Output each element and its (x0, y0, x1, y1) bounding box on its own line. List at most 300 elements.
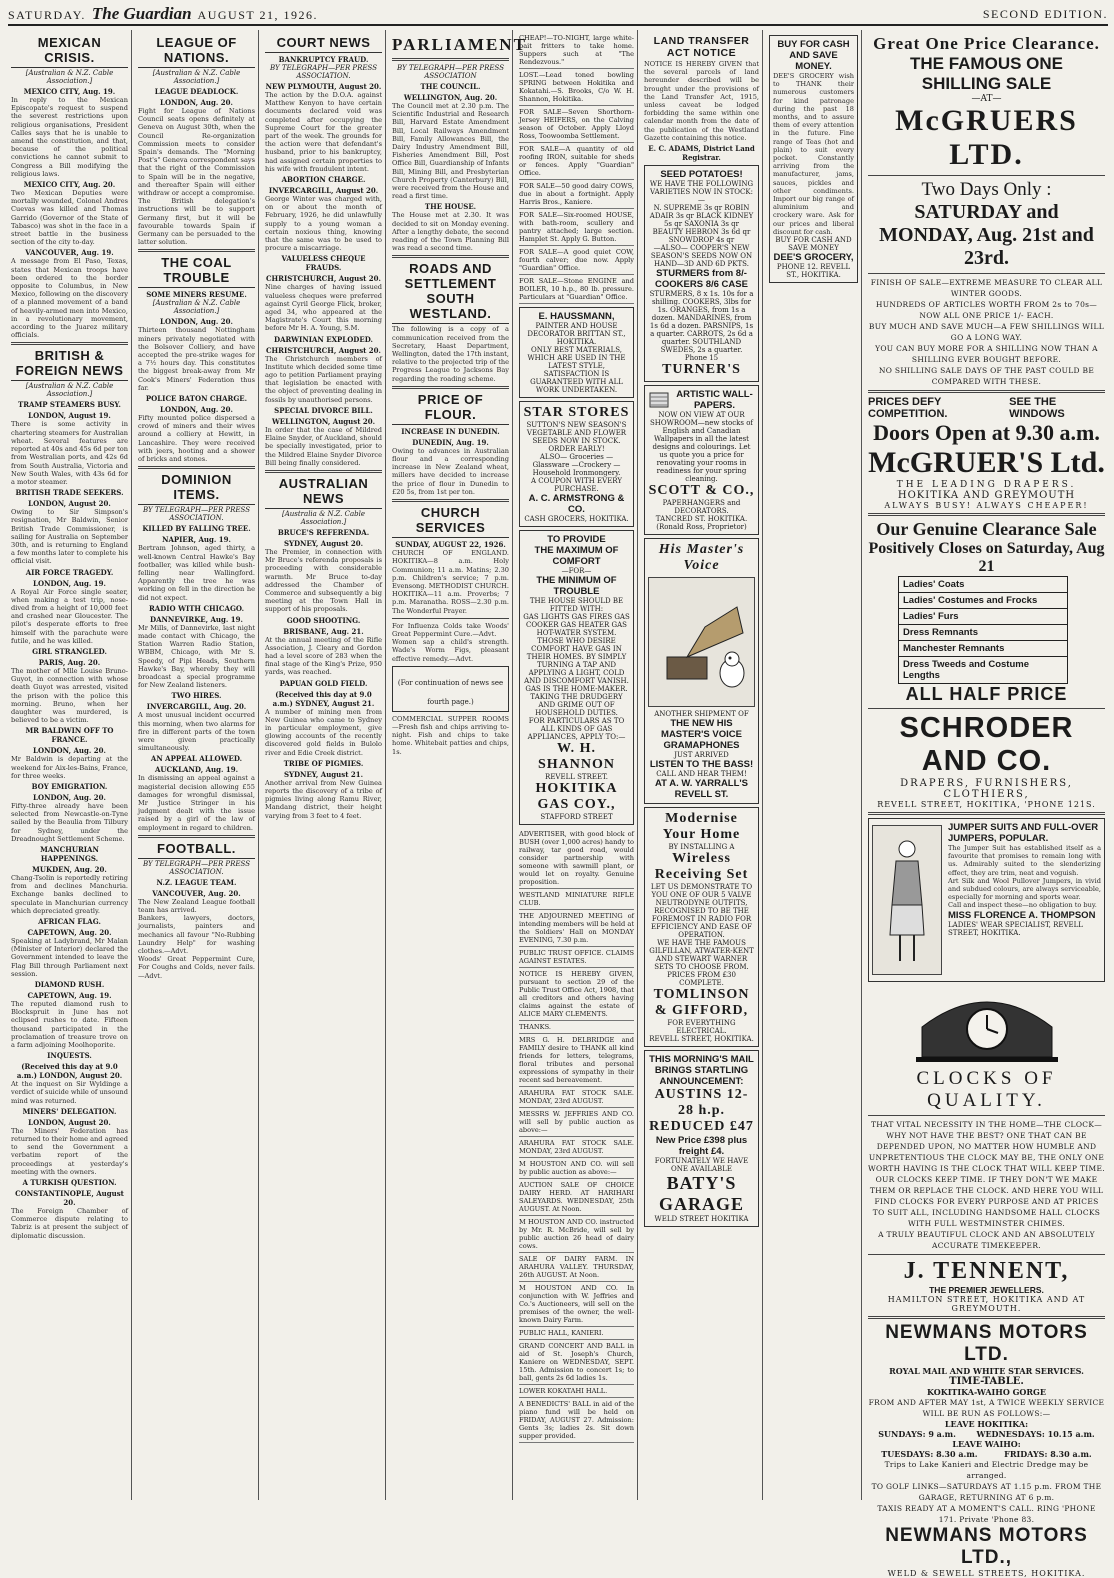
article-body: Two Mexican Deputies were mortally wounded, Colonel Andres Cuevas was killed and Thomas Garrido (Governor of the State of Tabasco) was shot in the face in a street battle in the business section of the city to-day. (11, 189, 128, 247)
advertiser-firm: HOKITIKA GAS COY., (535, 781, 618, 812)
ad-line: NO SHILLING SALE DAYS OF THE PAST COULD BE COMPARED WITH THESE. (878, 366, 1095, 386)
classified-ad: FOR SALE—Stone ENGINE and BOILER, 10 h.p., 80 lb. pressure. Particulars at "Guardian" Office. (519, 275, 634, 304)
article-body: Bertram Johnson, aged thirty, a well-known Central Hawke's Bay footballer, was killed while bush-felling near Wallingford. Apparently the tree he was working on fell in the direction he did not expect. (138, 544, 255, 602)
advert-line: Women sap a child's strength. Wade's Worm Figs, pleasant effective remedy.—Advt. (392, 638, 509, 663)
ad-heading: BUY FOR CASH AND SAVE MONEY. (777, 39, 850, 72)
classified-ad: NOTICE IS HEREBY GIVEN, pursuant to section 29 of the Public Trust Office Act, 1908, that all creditors and others having claims against the estate of ALICE MARY CLEMENTS. (519, 968, 634, 1021)
store-tagline: THE PREMIER JEWELLERS. (929, 1285, 1044, 1295)
store-name: J. TENNENT, (903, 1258, 1070, 1284)
advertiser-street: WELD STREET HOKITIKA (654, 1215, 749, 1224)
classified-ad: AUCTION SALE OF CHOICE DAIRY HERD. AT HARIHARI SALEYARDS. WEDNESDAY, 25th AUGUST. At Noon. (519, 1179, 634, 1216)
article-body: The Christchurch members of Institute which decided some time ago to petition Parliament praying that legislation be enacted with the object of preventing dealing in fossils by unauthorised persons. (265, 354, 382, 404)
timetable-row (868, 1449, 1105, 1459)
column-7 (766, 30, 862, 1500)
article-body: A message from El Paso, Texas, states that Mexican troops have been ordered to the border opposite to Columbus, in New Mexico, following on the discovery of a planned movement of a band of heavily-armed men into Mexico, in a revolutionary movement, according to the Juarez military officials. (11, 257, 128, 340)
ad-text: THOSE WHO DESIRE COMFORT HAVE GAS IN THEIR HOMES. BY SIMPLY TURNING A TAP AND APPLYING A LIGHT, COLD AND DISCOMFORT VANISH. GAS IS THE HOME-MAKER. TAKING THE DRUDGERY AND GRIME OUT OF HOUSEHOLD DUTIES. (524, 637, 629, 717)
article-body: The reputed diamond rush to Blockspruit in June has not eclipsed rushes to date. Fifteen thousand participated in the proclamation of treasure trove on a farm adjoining Moolhoporite. (11, 1000, 128, 1050)
subheading: AN APPEAL ALLOWED. (150, 754, 243, 764)
department-item: Dress Tweeds and Costume Lengths (898, 657, 1068, 684)
ad-text: WE HAVE THE FOLLOWING VARIETIES NOW IN STOCK:— (649, 180, 754, 205)
ad-heading: Positively Closes on Saturday, Aug 21 (868, 540, 1105, 575)
ad-text: TO GOLF LINKS—SATURDAYS AT 1.15 p.m. FROM THE GARAGE, RETURNING AT 6 p.m. (871, 1482, 1102, 1502)
advertiser-name: STAR STORES (523, 405, 630, 420)
classified-ad: WESTLAND MINIATURE RIFLE CLUB. (519, 889, 634, 910)
article-title: CHURCH SERVICES (392, 505, 509, 538)
classified-ad: FOR SALE—Six-roomed HOUSE, with bath-room, scullery and pantry attached; large section. Hamplet St. Apply G. Button. (519, 209, 634, 246)
ad-heading: New Price £398 plus freight £4. (655, 1135, 748, 1158)
sale-dates: SATURDAY and MONDAY, Aug. 21st and 23rd. (879, 201, 1094, 269)
column-4 (389, 30, 527, 1500)
dateline: LONDON, August 20. (28, 1117, 111, 1127)
classified-ad: SALE OF DAIRY FARM. IN ARAHURA VALLEY. THURSDAY, 26th AUGUST. At Noon. (519, 1253, 634, 1282)
dateline: LONDON, Aug. 20. (160, 405, 233, 415)
ad-text: ROYAL MAIL AND WHITE STAR SERVICES. (889, 1366, 1084, 1376)
column-1 (8, 30, 132, 1500)
article-body: The following is a copy of a communication received from the Secretary, Haast Department, Wellington, dated the 17th instant, relative to the projected trip of the Progress League to Jacksons Bay regarding the roading scheme. (392, 325, 509, 383)
ad-text: BUY FOR CASH AND SAVE MONEY (775, 236, 852, 253)
mantel-clock-illustration (868, 985, 1105, 1065)
seed-potatoes-ad (644, 165, 759, 382)
column-5 (516, 30, 638, 1500)
dateline: LONDON, Aug. 19. (33, 578, 106, 588)
article-body: Mr Mills, of Dannevirke, last night made contact with Chicago, the Station Warren Radio Station, WBBM, Chicago, with Mr S. Speedy, of Pipi Heads, Southern Hawke's Bay, whereby they will broadcast a special programme for New Zealand listeners. (138, 623, 255, 690)
dateline: DANNEVIRKE, Aug. 19. (150, 614, 243, 624)
advert-line: Woods' Great Peppermint Cure, For Coughs and Colds, never fails.—Advt. (138, 955, 255, 980)
continuation-notice (392, 666, 509, 712)
timetable-cell: TUESDAYS: 8.30 a.m. (881, 1449, 978, 1459)
divider (868, 390, 1105, 393)
ad-heading: Two Days Only : (921, 179, 1052, 200)
article-body: Owing to advances in Australian flour and a corresponding increase in New Zealand wheat, millers have decided to increase the price of flour in Dunedin to £20 5s, from 1st per ton. (392, 446, 509, 496)
dateline: LONDON, Aug. 20. (33, 746, 106, 756)
subheading: VALUELESS CHEQUE FRAUDS. (281, 254, 366, 273)
ad-heading: JUMPER SUITS AND FULL-OVER JUMPERS, POPULAR. (948, 822, 1099, 844)
masthead-day: SATURDAY. (8, 8, 86, 22)
classified-ad: FOR SALE—Seven Shorthorn-Jersey HEIFERS, on the Calving season of October. Apply Lloyd Ross, Toowoomba Settlement. (519, 106, 634, 143)
store-address: HAMILTON STREET, HOKITIKA AND AT GREYMOUTH. (887, 1295, 1086, 1313)
article-source: BY TELEGRAPH—PER PRESS ASSOCIATION. (142, 506, 250, 523)
classified-ad: ARAHURA FAT STOCK SALE. MONDAY, 23rd AUGUST. (519, 1137, 634, 1158)
continuation-text: (For continuation of news see fourth page.) (397, 678, 504, 706)
newspaper-page (8, 30, 1108, 1578)
subheading: ABORTION CHARGE. (281, 175, 366, 185)
ad-heading: Wireless Receiving Set (654, 851, 749, 883)
ad-heading: LEAVE HOKITIKA: (944, 1419, 1029, 1429)
advert-line: For Influenza Colds take Woods' Great Peppermint Cure.—Advt. (392, 621, 509, 638)
article-source: BY TELEGRAPH—PER PRESS ASSOCIATION. (142, 859, 250, 876)
article-body: CHURCH OF ENGLAND. HOKITIKA—8 a.m. Holy Communion; 11 a.m. Matins; 2.30 p.m. Children's service; 7 p.m. Evensong. METHODIST CHURCH. HOKITIKA—11 a.m. Proverbs; 7 p.m. Maranatha. ROSS—2.30 p.m. The Wonderful Prayer. (392, 549, 509, 615)
subheading: THE COUNCIL. (420, 82, 481, 91)
subheading: SOME MINERS RESUME. (146, 290, 247, 300)
dateline: INVERCARGILL, Aug. 20. (146, 702, 247, 712)
subheading: AFRICAN FLAG. (38, 917, 101, 927)
ad-text: —AT— (971, 94, 1002, 104)
article-body: Nine charges of having issued valueless cheques were preferred against Cyril George Flick, broker, aged 34, who appeared at the Magistrate's Court this morning before Mr H. A. Young, S.M. (265, 283, 382, 333)
divider (868, 708, 1105, 709)
dateline: LONDON, Aug. 20. (33, 792, 106, 802)
advertiser-firm: SCOTT & CO., (648, 483, 755, 499)
subheading: LEAGUE DEADLOCK. (154, 87, 239, 96)
ad-heading: CLOCKS OF QUALITY. (916, 1068, 1057, 1111)
timetable-cell: FRIDAYS: 8.30 a.m. (1004, 1449, 1092, 1459)
advertiser-street: REVELL STREET. (545, 773, 608, 781)
fashion-illustration (872, 825, 942, 975)
ad-phone: Phone 15 (684, 354, 719, 363)
subheading: BOY EMIGRATION. (31, 781, 108, 791)
haussmann-ad (519, 307, 634, 398)
ad-line: HUNDREDS OF ARTICLES WORTH FROM 2s to 70s—NOW ALL ONE PRICE 1/- EACH. (875, 300, 1098, 320)
store-towns: HOKITIKA AND GREYMOUTH (897, 490, 1076, 501)
ad-heading: THE NEW HIS MASTER'S VOICE GRAMAPHONES (661, 718, 742, 752)
article-title: PRICE OF FLOUR. (392, 392, 509, 425)
ad-heading: ALL HALF PRICE (905, 684, 1068, 704)
article-body: The Premier, in connection with Mr Bruce's referenda proposals is proceeding with considerable warmth. Mr Bruce to-day addressed the Chamber of Commerce and subsequently a big meeting at the Town Hall in support of his proposals. (265, 547, 382, 614)
ad-heading: SEED POTATOES! (660, 169, 743, 181)
advertiser-firm: A. C. ARMSTRONG & CO. (528, 493, 625, 515)
ad-heading: LEAVE WAIHO: (952, 1439, 1021, 1449)
dateline: PARIS, Aug. 20. (38, 657, 101, 667)
subheading: GIRL STRANGLED. (32, 646, 107, 656)
ad-heading: THE FAMOUS ONE SHILLING SALE (909, 54, 1063, 93)
divider (868, 175, 1105, 176)
ad-heading: Great One Price Clearance. (873, 34, 1100, 53)
column-8 (865, 30, 1108, 1578)
article-title: DOMINION ITEMS. (138, 472, 255, 505)
ad-heading: Our Genuine Clearance Sale (876, 519, 1097, 539)
store-tagline: THE LEADING DRAPERS. (896, 480, 1077, 490)
department-item: Dress Remnants (898, 625, 1068, 641)
subheading: N.Z. LEAGUE TEAM. (156, 877, 237, 887)
ad-text: FROM AND AFTER MAY 1st, A TWICE WEEKLY SERVICE WILL BE RUN AS FOLLOWS:— (868, 1398, 1105, 1418)
masthead-paper-name: The Guardian (91, 4, 192, 23)
article-source: [Australian & N.Z. Cable Association.] (25, 382, 114, 399)
article-body: Fifty-three already have been selected from Newcastle-on-Tyne sailed by the Beaulia from Tilbury for Sydney, under the Dreadnought Settlement Scheme. (11, 801, 128, 843)
ad-heading: TIME-TABLE. (949, 1376, 1024, 1387)
divider (138, 249, 255, 252)
ad-heading: PRICES DEFY COMPETITION. (868, 396, 948, 420)
gas-ad (519, 530, 634, 825)
article-body: Fifty mounted police dispersed a crowd of miners and their wives around a colliery at Hewitt, in Lancashire. They were received with jeers, hooting and a shower of bricks and stones. (138, 414, 255, 464)
classified-ad: THANKS. (519, 1021, 634, 1034)
article-body: The New Zealand League football team has arrived. (138, 897, 255, 914)
divider (868, 1254, 1105, 1255)
wallpaper-roll-icon (648, 389, 670, 411)
ad-text: Art Silk and Wool Pullover Jumpers, in vivid and subdued colours, are always serviceable, especially for morning and sports wear. (948, 876, 1101, 902)
ad-text: NOW ON VIEW AT OUR SHOWROOM—new stocks of English and Canadian Wallpapers in all the latest designs and colourings. Let us quote you a price for renovating your rooms in readiness for your spring cleaning. (649, 411, 754, 484)
store-address: WELD & SEWELL STREETS, HOKITIKA. (887, 1569, 1086, 1578)
subheading: TRAMP STEAMERS BUSY. (18, 400, 121, 410)
dateline: LONDON, August 20. (28, 499, 111, 509)
article-body: The action by the D.O.A. against Matthew Kenyon to have certain documents declared void was completed after occupying the Supreme Court for the greater part of the week. The grounds for the action were that defendant's husband, prior to his bankruptcy, had assigned certain properties to his wife with fraudulent intent. (265, 91, 382, 173)
classified-ad: M HOUSTON AND CO. will sell by public auction as above:— (519, 1158, 634, 1179)
divider (138, 835, 255, 838)
ad-text: LET US DEMONSTRATE TO YOU ONE OF OUR 5 VALVE NEUTRODYNE OUTFITS, RECOGNISED TO BE THE FOREMOST IN RADIO FOR EFFICIENCY AND EASE OF OPERATION. (650, 883, 753, 940)
ad-heading: THE MINIMUM OF TROUBLE (536, 575, 617, 597)
article-body: A number of mining men from New Guinea who came to Sydney in particular employment, give glowing accounts of the recently discovered gold fields in Bulolo river and Edie Creek district. (265, 707, 382, 757)
advertiser-street: REVELL STREET, HOKITIKA. (649, 1035, 754, 1044)
classified-ad: THE ADJOURNED MEETING of intending members will be held at the Soldiers' Hall on MONDAY EVENING, 7.30 p.m. (519, 910, 634, 947)
ad-text: FOR EVERYTHING ELECTRICAL. (667, 1019, 736, 1036)
ad-heading: THE MAXIMUM OF COMFORT (534, 545, 619, 567)
dateline: SUNDAY, AUGUST 22, 1926. (395, 540, 506, 550)
dateline: SYDNEY, August 21. (283, 769, 364, 779)
advertiser-firm: BATY'S GARAGE (658, 1173, 744, 1215)
department-item: Ladies' Furs (898, 609, 1068, 625)
article-source: [Australian & N.Z. Cable Association.] (152, 299, 241, 316)
ad-text: OUR CLOCKS KEEP TIME. IF THEY DON'T WE MAKE THEM OR REPLACE THE CLOCK. AND HERE YOU WILL FIND CLOCKS FOR EVERY PURPOSE AND AT PRICES TO SUIT ALL, INCLUDING HANDSOME HALL CLOCKS WITH FULL WESTMINSTER CHIMES. (869, 1175, 1104, 1228)
article-body: The mother of Mlle Louise Bruno-Guyot, in connection with whose death Guyot was arrested, visited the prison with the police this morning. Bruno, when her daughter was murdered, is believed to be a victim. (11, 666, 128, 725)
dateline: MEXICO CITY, Aug. 20. (23, 180, 116, 190)
subheading: MINERS' DELEGATION. (22, 1106, 117, 1116)
subheading: THE HOUSE. (424, 202, 477, 212)
subheading: POLICE BATON CHARGE. (145, 394, 248, 404)
divider (11, 342, 128, 345)
ad-heading: THIS MORNING'S MAIL BRINGS STARTLING ANNOUNCEMENT: (649, 1054, 754, 1088)
department-list (898, 576, 1068, 684)
classified-ad: M HOUSTON AND CO. instructed by Mr. R. McBride, will sell by public auction 26 head of dairy cows. (519, 1216, 634, 1253)
article-title: FOOTBALL. (138, 841, 255, 859)
subheading: MANCHURIAN HAPPENINGS. (40, 845, 99, 863)
dateline: WELLINGTON, Aug. 20. (403, 93, 498, 102)
column-3 (262, 30, 386, 1500)
store-address: REVELL STREET, HOKITIKA, 'PHONE 121S. (877, 800, 1096, 809)
advertiser-firm: MISS FLORENCE A. THOMPSON (948, 909, 1096, 921)
dees-grocery-ad (769, 35, 858, 283)
article-body: A Royal Air Force single seater, when making a test trip, nose-dived from a height of 10,000 feet and crashed near Gloucester. The pilot's desperate efforts to free himself with the parachute were futile, and he was killed. (11, 587, 128, 645)
masthead-edition: SECOND EDITION. (982, 6, 1108, 21)
store-name: McGRUER'S Ltd. (868, 446, 1105, 479)
doors-open: Doors Open at 9.30 a.m. (873, 420, 1100, 445)
dateline: NAPIER, Aug. 19. (162, 535, 231, 545)
woman-figure-icon (882, 835, 932, 965)
advertiser-name: E. HAUSSMANN, (538, 311, 615, 322)
divider (392, 58, 509, 61)
article-body: The Miners' Federation has returned to their home and agreed to send the Government a verbatim report of the proceedings at yesterday's meeting with the owners. (11, 1126, 128, 1176)
ad-line: BUY MUCH AND SAVE MUCH—A FEW SHILLINGS WILL GO A LONG WAY. (868, 322, 1105, 342)
dateline: (Received this day at 9.0 a.m.) SYDNEY, August 21. (272, 689, 375, 708)
advertiser-body: ONLY BEST MATERIALS, WHICH ARE USED IN THE LATEST STYLE, SATISFACTION IS GUARANTEED WITH ALL WORK UNDERTAKEN. (527, 346, 626, 394)
subheading: BRUCE'S REFERENDA. (277, 527, 370, 537)
subheading: A TURKISH QUESTION. (22, 1178, 117, 1188)
ad-text: GAS LIGHTS GAS FIRES GAS COOKER GAS HEATER GAS HOT-WATER SYSTEM. (523, 613, 630, 637)
classified-ad: M HOUSTON AND CO. In conjunction with W. Jeffries and Co.'s Auctioneers, will sell on the premises of the owner, the well-known Dairy Farm. (519, 1282, 634, 1327)
classified-ad: ADVERTISER, with good block of BUSH (over 1,000 acres) handy to railway, tar good road, would consider partnership with someone with sawmill plant, or would let on royalty. Genuine proposition. (519, 828, 634, 889)
article-source: BY TELEGRAPH—PER PRESS ASSOCIATION (396, 64, 504, 80)
star-stores-ad (519, 401, 634, 527)
ad-heading: KOKITIKA-WAIHO GORGE (927, 1387, 1046, 1397)
store-tagline: DRAPERS, FURNISHERS, CLOTHIERS, (900, 778, 1073, 800)
article-body: In order that the case of Mildred Elaine Snyder, of Auckland, should be specially investigated, prior to the Mildred Elaine Snyder Divorce Bill being finally considered. (265, 425, 382, 467)
ad-heading: ARTISTIC WALL-PAPERS. (676, 389, 753, 412)
article-body: Chang-Tsolin is reportedly retiring from and declines Manchuria. Exchange banks declined to speculate in Manchurian currency which depreciated greatly. (11, 874, 128, 915)
article-source: [Australia & N.Z. Cable Association.] (281, 509, 366, 526)
article-title: AUSTRALIAN NEWS (265, 476, 382, 509)
ad-text: FOR PARTICULARS AS TO ALL KINDS OF GAS APPLIANCES, APPLY TO:— (527, 717, 626, 741)
subheading: DARWINIAN EXPLODED. (274, 334, 373, 344)
divider (392, 255, 509, 258)
article-body: In dismissing an appeal against a magisterial decision allowing £55 damages for wrongful dismissal, Mr Justice Stringer in his judgment dealt with the issue raised by a girl of the law of employment in regard to children. (138, 774, 255, 832)
article-title: LEAGUE OF NATIONS. (138, 35, 255, 68)
advertiser-firm: W. H. SHANNON (537, 741, 615, 772)
wireless-ad (644, 807, 759, 1047)
dateline: (Received this day at 9.0 a.m.) LONDON, August 20. (16, 1062, 123, 1081)
clock-icon (912, 987, 1062, 1063)
ad-heading: SEE THE WINDOWS (1009, 396, 1065, 420)
subheading: RADIO WITH CHICAGO. (148, 603, 245, 613)
dateline: LONDON, Aug. 20. (160, 317, 233, 327)
ad-text: FORTUNATELY WE HAVE ONE AVAILABLE (654, 1157, 749, 1174)
article-body: At the annual meeting of the Rifle Association, J. Cleary and Gordon had a level score of 283 when the final stage of the King's Prize, 950 yards, was reached. (265, 635, 382, 677)
masthead (8, 4, 1108, 26)
advert-line: Bankers, lawyers, doctors, journalists, painters and mechanics all favour "No-Rubbing Laundry Help" for washing clothes.—Advt. (138, 914, 255, 955)
subheading: KILLED BY FALLING TREE. (142, 524, 251, 534)
dateline: CAPETOWN, Aug. 20. (27, 928, 112, 938)
subheading: TRIBE OF PIGMIES. (283, 758, 364, 768)
classified-ad: MRS G. H. DELBRIDGE and FAMILY desire to THANK all kind friends for letters, telegrams, floral tributes and personal expressions of sympathy in their recent sad bereavement. (519, 1034, 634, 1087)
article-body: Fight for League of Nations Council seats opens definitely at Geneva on August 30th, when the Council Re-organization Commission meets to consider Spain's demands. The "Morning Post's" Geneva correspondent says that the right of the Commission to Spain will be in the negative, and thereafter Spain will either withdraw or accept a compromise. The British delegation's instructions will be to support Germany first, but it will be favourable towards Spain if Germany can be persuaded to the latter solution. (138, 107, 255, 247)
article-source: [Australian & N.Z. Cable Association.] (152, 69, 241, 85)
article-title: BRITISH & FOREIGN NEWS (11, 348, 128, 381)
article-source: BY TELEGRAPH—PER PRESS ASSOCIATION. (269, 64, 377, 80)
ad-text: THAT VITAL NECESSITY IN THE HOME—THE CLOCK—WHY NOT HAVE THE BEST? ONE THAT CAN BE DEPENDED UPON, NO MATTER HOW HUMBLE AND UNPRETENTIOUS THE CLOCK MAY BE, THE ONLY ONE WORTH HAVING IS THE CLOCK THAT WILL KEEP TIME. (868, 1120, 1105, 1173)
subheading: MR BALDWIN OFF TO FRANCE. (25, 726, 114, 745)
notice-signature: E. C. ADAMS, District Land Registrar. (648, 144, 755, 163)
department-item: Ladies' Costumes and Frocks (898, 593, 1068, 609)
store-name: SCHRODER AND CO. (899, 712, 1074, 777)
dateline: BRISBANE, Aug. 21. (283, 626, 364, 636)
batys-garage-ad (644, 1050, 759, 1227)
article-body: At the inquest on Sir Wyldinge a verdict of suicide while of unsound mind was returned. (11, 1080, 128, 1105)
article-title: ROADS AND SETTLEMENT SOUTH WESTLAND. (392, 261, 509, 324)
article-body: A most unusual incident occurred this morning, when two alarms for fire in different parts of the town were given practically simultaneously. (138, 711, 255, 753)
department-item: Manchester Remnants (898, 641, 1068, 657)
article-title: PARLIAMENT (392, 35, 527, 54)
thompson-ad (868, 818, 1105, 982)
subheading: INCREASE IN DUNEDIN. (401, 426, 500, 436)
dateline: CHRISTCHURCH, August 20. (265, 274, 381, 284)
ad-text: JUST ARRIVED (674, 751, 729, 760)
dateline: LONDON, Aug. 20. (160, 98, 233, 107)
dateline: CONSTANTINOPLE, August 20. (15, 1189, 124, 1208)
ad-text: Trips to Lake Kanieri and Electric Dredge may be arranged. (884, 1460, 1089, 1480)
store-name: NEWMANS MOTORS LTD., (885, 1525, 1088, 1568)
timetable-row (868, 1429, 1105, 1439)
advertiser-street: TANCRED ST. HOKITIKA. (Ronald Ross, Proprietor) (655, 515, 748, 532)
store-name: NEWMANS MOTORS LTD. (885, 1322, 1088, 1365)
article-body: The Foreign Chamber of Commerce dispute relating to Tabriz is at present the subject of diplomatic discussion. (11, 1207, 128, 1240)
classified-ad: ARAHURA FAT STOCK SALE. MONDAY, 23rd AUGUST. (519, 1087, 634, 1108)
advertiser-town: CASH GROCERS, HOKITIKA. (524, 515, 629, 523)
divider (392, 499, 509, 502)
ad-heading: STURMERS from 8/- COOKERS 8/6 CASE (655, 268, 748, 291)
advertiser-firm: AT A. W. YARRALL'S REVELL ST. (654, 778, 749, 801)
classified-ad: CHEAP!—TO-NIGHT, large white-bait fritters to take home. Suppers such at "The Rendezvous." (519, 32, 634, 69)
advertiser-body: SUTTON'S NEW SEASON'S VEGETABLE AND FLOWER SEEDS NOW IN STOCK. ORDER EARLY! (526, 421, 627, 453)
advertiser-body: A COUPON WITH EVERY PURCHASE. (531, 477, 622, 493)
classified-ad: FOR SALE—A good quiet COW, fourth calver; due now. Apply "Guardian" Office. (519, 246, 634, 275)
timetable-cell: SUNDAYS: 9 a.m. (878, 1429, 956, 1439)
advertiser-firm: TOMLINSON & GIFFORD, (653, 987, 750, 1019)
subheading: GOOD SHOOTING. (286, 615, 361, 625)
article-body: In reply to the Mexican Episcopate's request to suspend the severest restrictions upon religious organisations, President Calles says that he is unable to amend the constitution, and that, because of the political convictions he cannot submit to Congress a Bill modifying the religious laws. (11, 96, 128, 178)
advert-line: COMMERCIAL SUPPER ROOMS—Fresh fish and chips arriving to-night. Fish and chips to take home. Whitebait patties and chips, 1s. (392, 714, 509, 756)
article-body: George Winter was charged with, on or about the month of February, 1926, he did unlawfully supply to a young woman a certain noxious thing, knowing that the same was to be used to procure a miscarriage. (265, 195, 382, 253)
dateline: SYDNEY, August 20. (283, 538, 364, 548)
dateline: MEXICO CITY, Aug. 19. (23, 87, 116, 96)
classified-ad: MESSRS W. JEFFRIES AND CO. will sell by public auction as above:— (519, 1108, 634, 1137)
divider (868, 812, 1105, 815)
ad-text: DEE'S GROCERY wish to THANK their numerous customers for kind patronage during the past 18 months, and to assure them of every attention in the future. Fine range of Teas (hot and plain) to suit every pocket. Constantly arriving from the manufacturer, jams, sauces, pickles and other condiments. Import our big range of aluminium and crockery ware. Ask for our prices and liberal discount for cash. (773, 72, 854, 236)
ad-text: STURMERS, 8 x 1s. 10s for a shilling. COOKERS, 3lbs for 1s. ORANGES, from 1s a dozen. MANDARINES, from 1s 6d a dozen. PARSNIPS, 1s a quarter. CARROTS, 2s 6d a quarter. SOUTHLAND SWEDES, 2s a quarter. (649, 290, 754, 355)
ad-text: The Jumper Suit has established itself as a favourite that promises to remain long with us. Admirably suited to the slenderizing effect, they are trim, neat and voguish. (948, 844, 1101, 877)
subheading: INQUESTS. (47, 1051, 92, 1061)
divider (265, 470, 382, 473)
ad-heading: Modernise Your Home (662, 811, 741, 843)
subheading: DIAMOND RUSH. (34, 980, 105, 990)
ad-text: THE HOUSE SHOULD BE FITTED WITH: (529, 597, 624, 613)
classified-ad: LOWER KOKATAHI HALL. (519, 1385, 634, 1398)
article-body: Mr Baldwin is departing at the weekend for Aix-les-Bains, France, for three weeks. (11, 755, 128, 780)
dateline: AUCKLAND, Aug. 19. (154, 765, 239, 775)
article-title: COURT NEWS (265, 35, 382, 53)
store-slogan: ALWAYS BUSY! ALWAYS CHEAPER! (884, 501, 1089, 510)
ad-heading: AUSTINS 12-28 h.p. REDUCED £47 (649, 1087, 754, 1135)
divider (392, 386, 509, 389)
divider (868, 1316, 1105, 1319)
timetable-cell: WEDNESDAYS: 10.15 a.m. (976, 1429, 1095, 1439)
ad-text: Call and inspect these—no obligation to buy. (948, 901, 1097, 910)
ad-text: N. SUPREME 3s qr ROBIN ADAIR 3s qr BLACK KIDNEY 5s qr SAXONIA 3s qr BEAUTY HEBRON 3s 6d qr SNOWDROP 4s qr (649, 204, 754, 245)
classified-ad: A BENEDICTS' BALL in aid of the piano fund will be held on FRIDAY, AUGUST 27. Admission: Gents 3s; ladies 2s. Sit down supper provided. (519, 1398, 634, 1443)
dog-and-gramophone-illustration (648, 577, 755, 707)
ad-text: TAXIS READY AT A MOMENT'S CALL. RING 'PHONE 171. Private 'Phone 83. (877, 1504, 1096, 1524)
classified-ad: GRAND CONCERT AND BALL in aid of St. Joseph's Church, Kaniere on WEDNESDAY, SEPT. 15th. Admission to concert 1s; to ball, gents 2s 6d ladies 1s. (519, 1340, 634, 1385)
subheading: SPECIAL DIVORCE BILL. (274, 405, 373, 415)
advertiser-line: PAINTER AND HOUSE DECORATOR BRITTAN ST., HOKITIKA. (527, 322, 626, 346)
ad-text: —FOR— (561, 567, 592, 575)
his-masters-voice-ad (644, 538, 759, 804)
ad-heading: LISTEN TO THE BASS! (649, 759, 754, 771)
dateline: MUKDEN, Aug. 20. (32, 865, 107, 874)
divider (138, 466, 255, 469)
article-body: Speaking at Ladybrand, Mr Malan (Minister of Interior) declared the Government intended to leave the Flag Bill through Parliament next session. (11, 937, 128, 978)
gramophone-icon (647, 587, 757, 697)
divider (868, 1115, 1105, 1116)
article-source: [Australian & N.Z. Cable Association.] (25, 69, 114, 85)
masthead-date: AUGUST 21, 1926. (197, 8, 318, 22)
subheading: TWO HIRES. (171, 691, 222, 701)
divider (392, 618, 509, 619)
classified-ad: PUBLIC TRUST OFFICE. CLAIMS AGAINST ESTATES. (519, 947, 634, 968)
subheading: AIR FORCE TRAGEDY. (25, 567, 114, 577)
ad-line: YOU CAN BUY MORE FOR A SHILLING NOW THAN A SHILLING EVER BOUGHT BEFORE. (875, 344, 1098, 364)
notice-body: NOTICE IS HEREBY GIVEN that the several parcels of land hereunder described will be brought under the provisions of the Land Transfer Act, 1915, unless caveat be lodged forbidding the same within one calendar month from the date of the publication of the Westland Gazette containing this notice. (644, 60, 759, 142)
dateline: CHRISTCHURCH, August 20. (265, 345, 381, 355)
ad-heading: TO PROVIDE (547, 534, 606, 545)
ad-text: ANOTHER SHIPMENT OF (654, 710, 749, 719)
classified-ad: FOR SALE—A quantity of old roofing IRON, suitable for sheds or fences. Apply "Guardian" Office. (519, 143, 634, 180)
classified-ad: PUBLIC HALL, KANIERI. (519, 1327, 634, 1340)
ad-text: WE HAVE THE FAMOUS GILFILLAN, ATWATER-KENT AND STEWART WARNER SETS TO CHOOSE FROM. PRICES FROM £30 COMPLETE. (649, 939, 754, 988)
advertiser-firm: TURNER'S (662, 362, 741, 378)
ad-text: PAPERHANGERS and DECORATORS. (662, 499, 741, 516)
ad-heading: LAND TRANSFER ACT NOTICE (653, 35, 750, 59)
advertiser-street: STAFFORD STREET (540, 813, 613, 821)
divider (868, 273, 1105, 274)
article-body: Owing to Sir Simpson's resignation, Mr Baldwin, Senior British Trade Commissioner, is sailing for Australia on September 30th, and is returning to England a few months later to complete his official visit. (11, 508, 128, 566)
article-body: There is some activity in chartering steamers for Australian wheat. Several features are reported at 40s and 45s 6d per ton from Westralian ports, and 42s 6d from South Australia, Victoria and New South Wales, with 43s 6d for a motor steamer. (11, 420, 128, 486)
subheading: BRITISH TRADE SEEKERS. (15, 488, 124, 498)
